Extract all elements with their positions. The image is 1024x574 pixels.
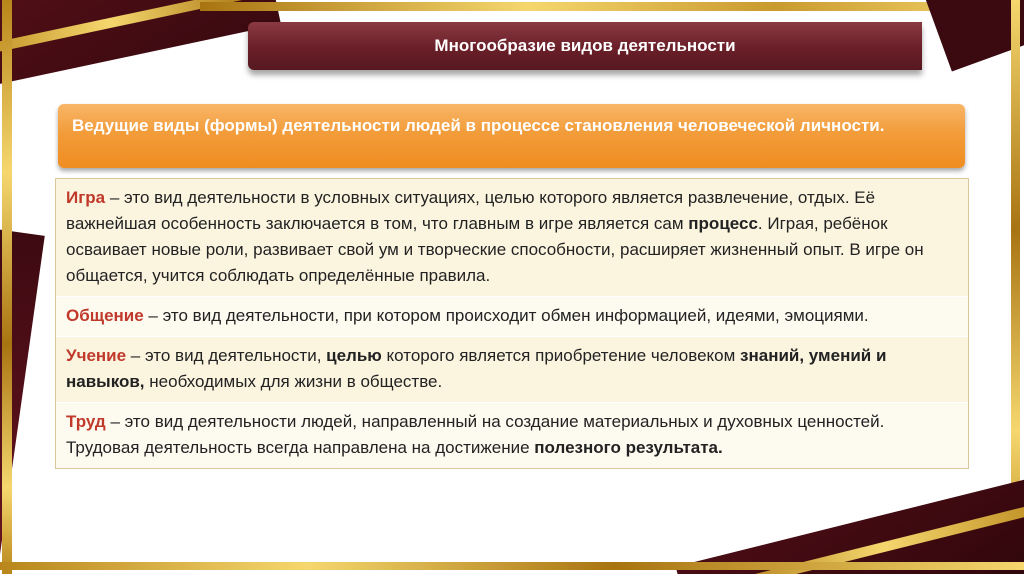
- definition-emphasis: полезного результата.: [534, 438, 723, 457]
- definition-text: необходимых для жизни в обществе.: [144, 372, 443, 391]
- definition-emphasis: целью: [326, 346, 382, 365]
- decorative-gold-stripe: [0, 562, 1024, 570]
- definition-row-labor: [56, 403, 968, 468]
- slide-title-bar: [248, 22, 922, 70]
- definition-text: . Играя, ребёнок осваивает новые роли, развивает свой ум и творческие способности, расширяет жизненный опыт. В игре он общается, учится соблюдать определённые правила.: [66, 214, 924, 285]
- definition-term: Игра: [66, 188, 106, 207]
- definition-text: – это вид деятельности людей, направленный на создание материальных и духовных ценностей. Трудовая деятельность всегда направлена на достижение: [66, 412, 885, 457]
- definition-term: Учение: [66, 346, 127, 365]
- lead-box: [58, 104, 965, 168]
- lead-text: Ведущие виды (формы) деятельности людей в процессе становления человеческой личности.: [72, 116, 885, 135]
- definition-row-learning: [56, 337, 968, 403]
- definition-emphasis: процесс: [688, 214, 758, 233]
- decorative-maroon-corner: [925, 0, 1024, 72]
- definition-text: которого является приобретение человеком: [381, 346, 741, 365]
- slide-title: Многообразие видов деятельности: [434, 36, 736, 55]
- definitions-table: [55, 178, 969, 469]
- definition-term: Труд: [66, 412, 106, 431]
- definition-text: – это вид деятельности,: [126, 346, 327, 365]
- decorative-gold-stripe: [2, 0, 12, 574]
- decorative-gold-stripe: [200, 2, 1020, 11]
- definition-row-game: [56, 179, 968, 297]
- definition-term: Общение: [66, 306, 144, 325]
- definition-text: – это вид деятельности в условных ситуациях, целью которого является развлечение, отдых. Её важнейшая особенность заключается в том, что главным в игре является сам: [66, 188, 876, 233]
- definition-row-communication: [56, 297, 968, 337]
- definition-emphasis: знаний, умений и навыков,: [66, 346, 887, 391]
- definition-text: – это вид деятельности, при котором происходит обмен информацией, идеями, эмоциями.: [143, 306, 869, 325]
